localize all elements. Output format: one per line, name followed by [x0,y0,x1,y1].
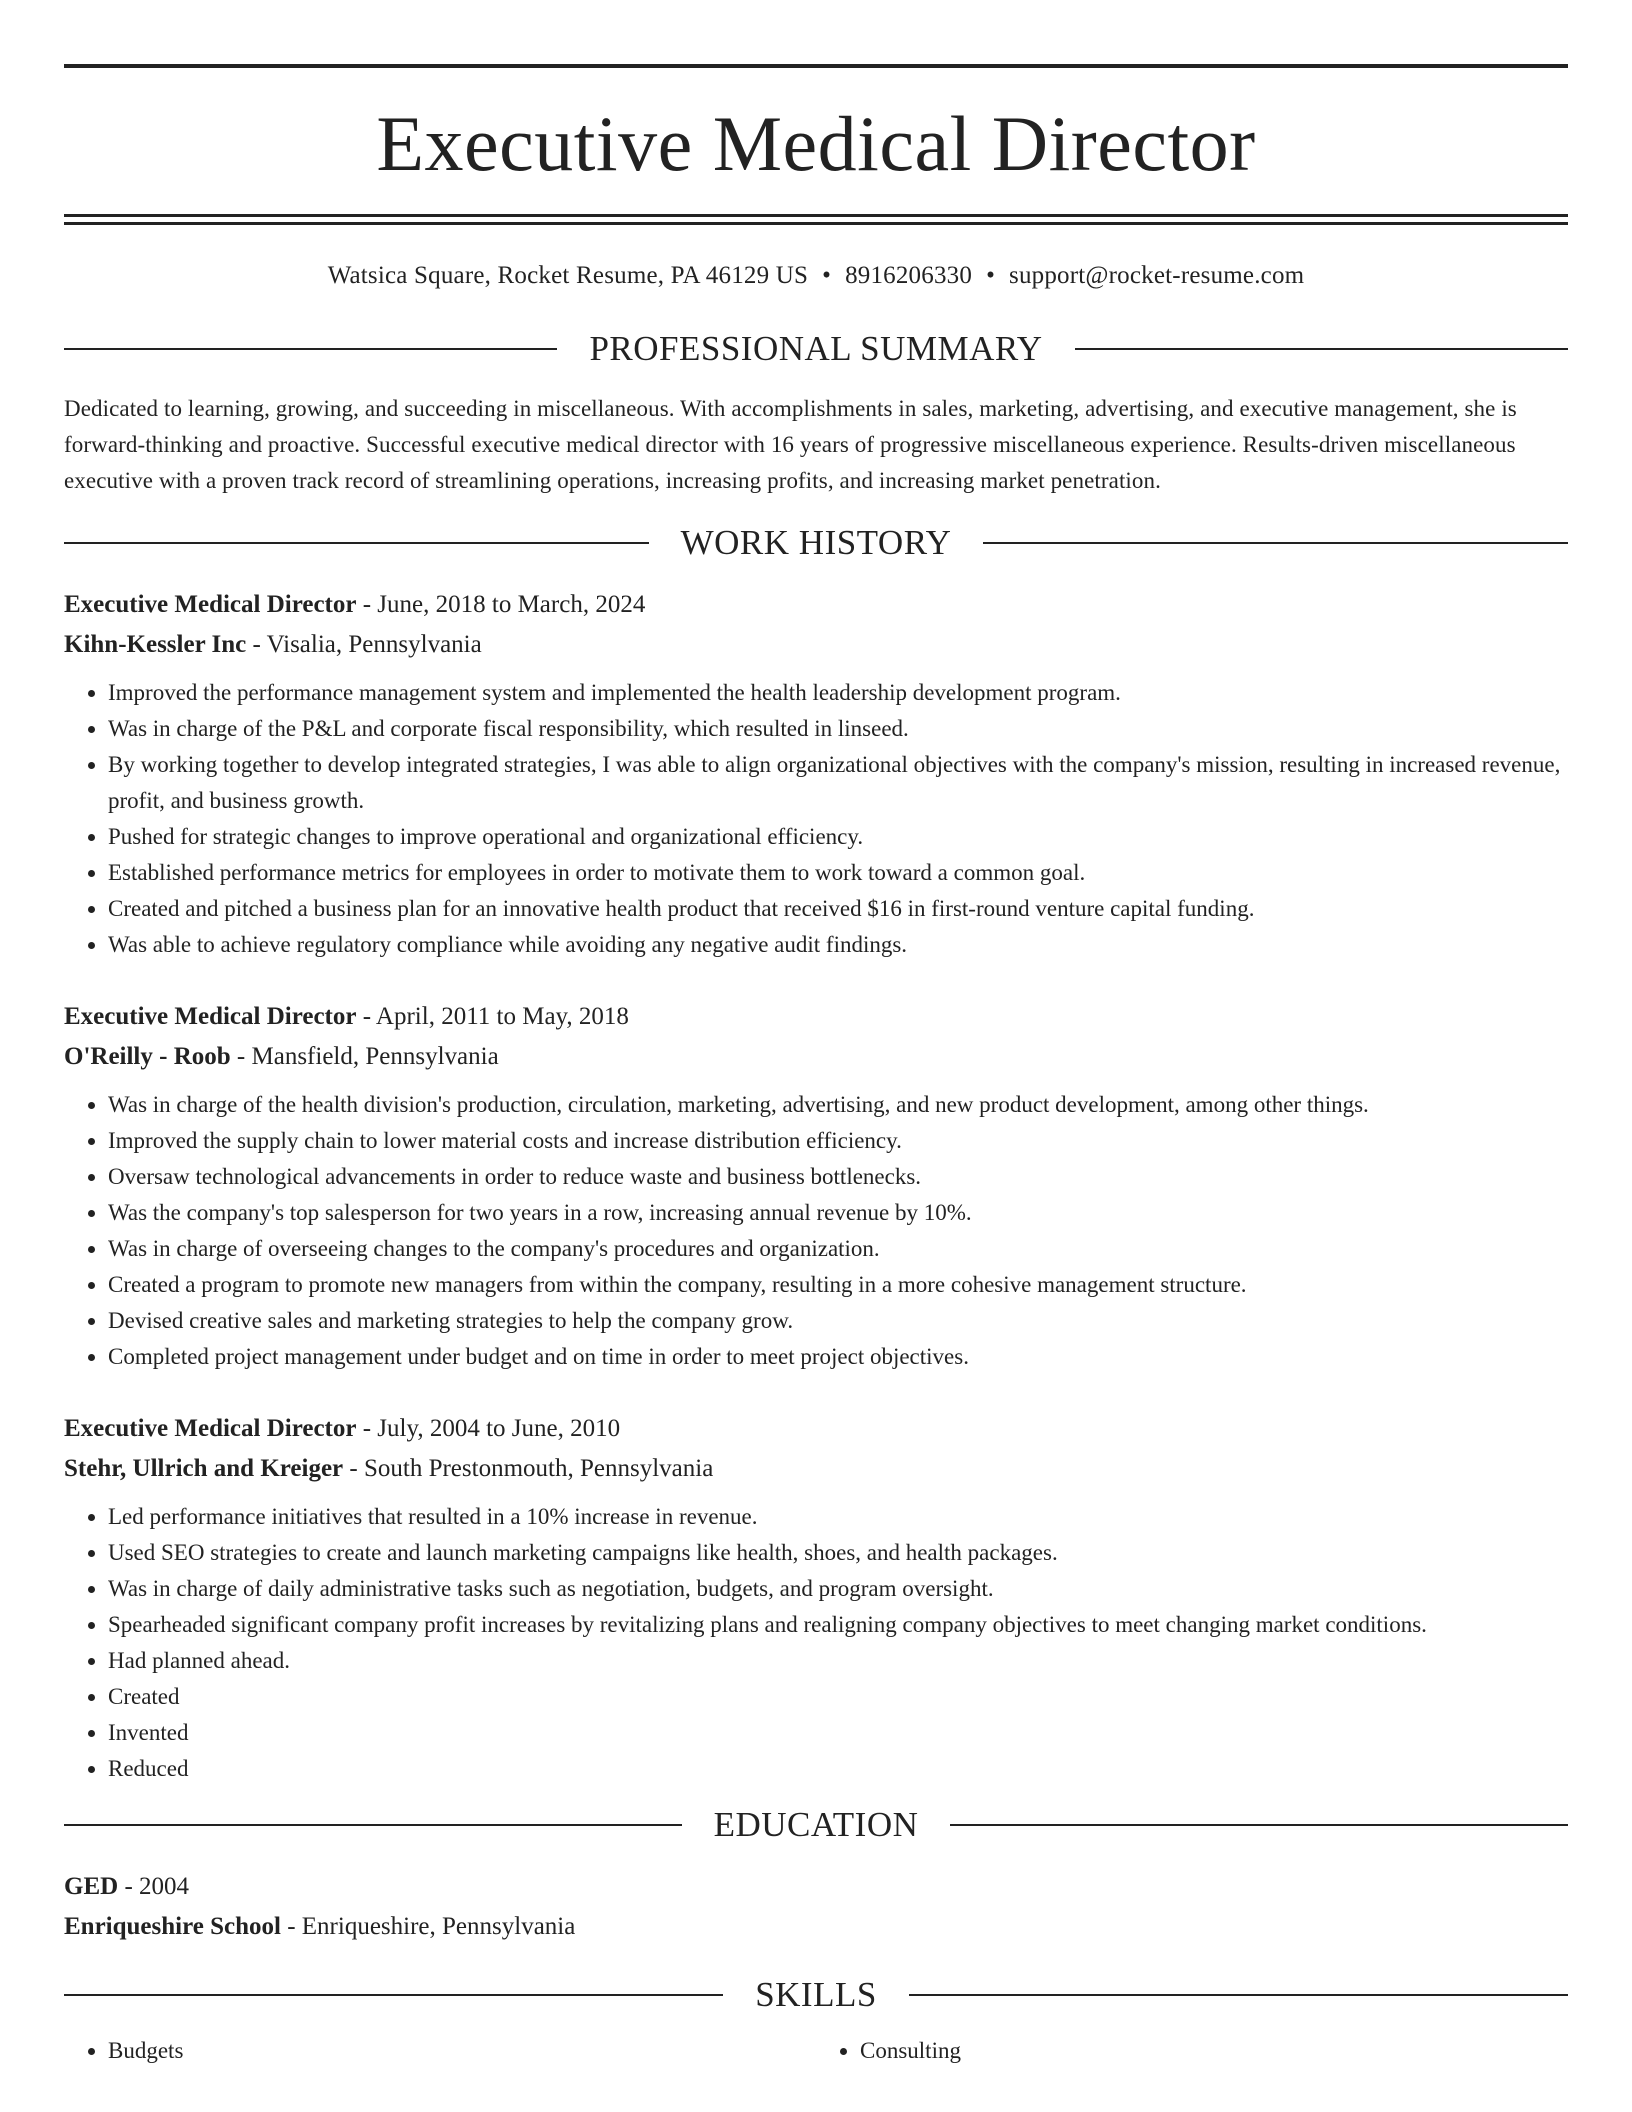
skills-heading [64,1975,1568,2015]
contact-separator: • [822,262,832,289]
header-double-rule [64,214,1568,225]
job-company: Kihn-Kessler Inc [64,631,247,658]
heading-rule-left [64,348,557,350]
job-company: Stehr, Ullrich and Kreiger [64,1455,344,1482]
resume-name: Executive Medical Director [376,100,1256,187]
heading-rule-right [909,1994,1568,1996]
job-title-line [64,1409,1568,1449]
job-entry [64,1409,1568,1787]
list-item: • Created a program to promote new managers from within the company, resulting in a more cohesive management structure. [108,1267,1568,1303]
skills-left-list [64,2033,816,2069]
job-location: - South Prestonmouth, Pennsylvania [343,1455,714,1482]
list-item: • Led performance initiatives that resulted in a 10% increase in revenue. [108,1499,1568,1535]
list-item: • Devised creative sales and marketing strategies to help the company grow. [108,1303,1568,1339]
education-school: Enriqueshire School [64,1913,281,1940]
job-company-line [64,1449,1568,1489]
list-item: • By working together to develop integrated strategies, I was able to align organizational objectives with the company's mission, resulting in increased revenue, profit, and business growth. [108,747,1568,819]
job-entry [64,997,1568,1375]
list-item: • Pushed for strategic changes to improve operational and organizational efficiency. [108,819,1568,855]
education-title: EDUCATION [713,1805,919,1844]
skills-title: SKILLS [755,1975,877,2014]
education-degree-line [64,1867,1568,1907]
job-dates: - April, 2011 to May, 2018 [356,1003,629,1030]
list-item: • Was in charge of the P&L and corporate fiscal responsibility, which resulted in linseed. [108,711,1568,747]
list-item: • Had planned ahead. [108,1643,1568,1679]
contact-phone: 8916206330 [845,262,973,289]
list-item: • Improved the performance management system and implemented the health leadership development program. [108,675,1568,711]
list-item: • Was in charge of the health division's production, circulation, marketing, advertising, and new product development, among other things. [108,1087,1568,1123]
education-entry [64,1867,1568,1947]
heading-rule-left [64,542,649,544]
contact-email: support@rocket-resume.com [1009,262,1305,289]
job-role: Executive Medical Director [64,591,357,618]
job-role: Executive Medical Director [64,1415,357,1442]
education-degree: GED [64,1873,119,1900]
job-company-line [64,625,1568,665]
skills-right-list [816,2033,1568,2069]
job-company: O'Reilly - Roob [64,1043,231,1070]
education-heading [64,1805,1568,1845]
resume-page [64,0,1568,2069]
job-role: Executive Medical Director [64,1003,357,1030]
list-item: • Completed project management under budget and on time in order to meet project objectives. [108,1339,1568,1375]
education-year: - 2004 [118,1873,190,1900]
summary-heading [64,329,1568,369]
job-title-line [64,585,1568,625]
list-item: • Was the company's top salesperson for two years in a row, increasing annual revenue by 10%. [108,1195,1568,1231]
list-item: • Was in charge of overseeing changes to the company's procedures and organization. [108,1231,1568,1267]
list-item: • Invented [108,1715,1568,1751]
heading-rule-left [64,1994,723,1996]
heading-rule-right [950,1824,1568,1826]
skill-item: • Budgets [108,2033,816,2069]
job-title-line [64,997,1568,1037]
top-rule [64,64,1568,68]
list-item: • Reduced [108,1751,1568,1787]
contact-separator: • [986,262,996,289]
list-item: • Used SEO strategies to create and launch marketing campaigns like health, shoes, and health packages. [108,1535,1568,1571]
heading-rule-right [1075,348,1568,350]
job-entry [64,585,1568,963]
work-title: WORK HISTORY [680,523,952,562]
job-bullets [64,1087,1568,1375]
summary-title: PROFESSIONAL SUMMARY [589,329,1043,368]
skills-columns [64,2033,1568,2069]
list-item: • Spearheaded significant company profit increases by revitalizing plans and realigning company objectives to meet changing market conditions. [108,1607,1568,1643]
job-bullets [64,1499,1568,1787]
job-location: - Mansfield, Pennsylvania [230,1043,499,1070]
list-item: • Established performance metrics for employees in order to motivate them to work toward a common goal. [108,855,1568,891]
summary-text: Dedicated to learning, growing, and succeeding in miscellaneous. With accomplishments in sales, marketing, advertising, and executive management, she is forward-thinking and proactive. Successful executive medical director with 16 years of progressive miscellaneous experience. Results-driven miscellaneous executive with a proven track record of streamlining operations, increasing profits, and increasing market penetration. [64,396,1517,493]
list-item: • Was in charge of daily administrative tasks such as negotiation, budgets, and program oversight. [108,1571,1568,1607]
list-item: • Oversaw technological advancements in order to reduce waste and business bottlenecks. [108,1159,1568,1195]
education-location: - Enriqueshire, Pennsylvania [280,1913,576,1940]
contact-address: Watsica Square, Rocket Resume, PA 46129 US [327,262,809,289]
contact-line [64,259,1568,293]
list-item: • Created and pitched a business plan for an innovative health product that received $16 in first-round venture capital funding. [108,891,1568,927]
heading-rule-right [983,542,1568,544]
job-bullets [64,675,1568,963]
list-item: • Was able to achieve regulatory compliance while avoiding any negative audit findings. [108,927,1568,963]
heading-rule-left [64,1824,682,1826]
list-item: • Improved the supply chain to lower material costs and increase distribution efficiency. [108,1123,1568,1159]
job-dates: - July, 2004 to June, 2010 [356,1415,621,1442]
list-item: • Created [108,1679,1568,1715]
work-heading [64,523,1568,563]
job-dates: - June, 2018 to March, 2024 [356,591,646,618]
job-location: - Visalia, Pennsylvania [246,631,482,658]
education-school-line [64,1907,1568,1947]
job-company-line [64,1037,1568,1077]
skill-item: • Consulting [860,2033,1568,2069]
